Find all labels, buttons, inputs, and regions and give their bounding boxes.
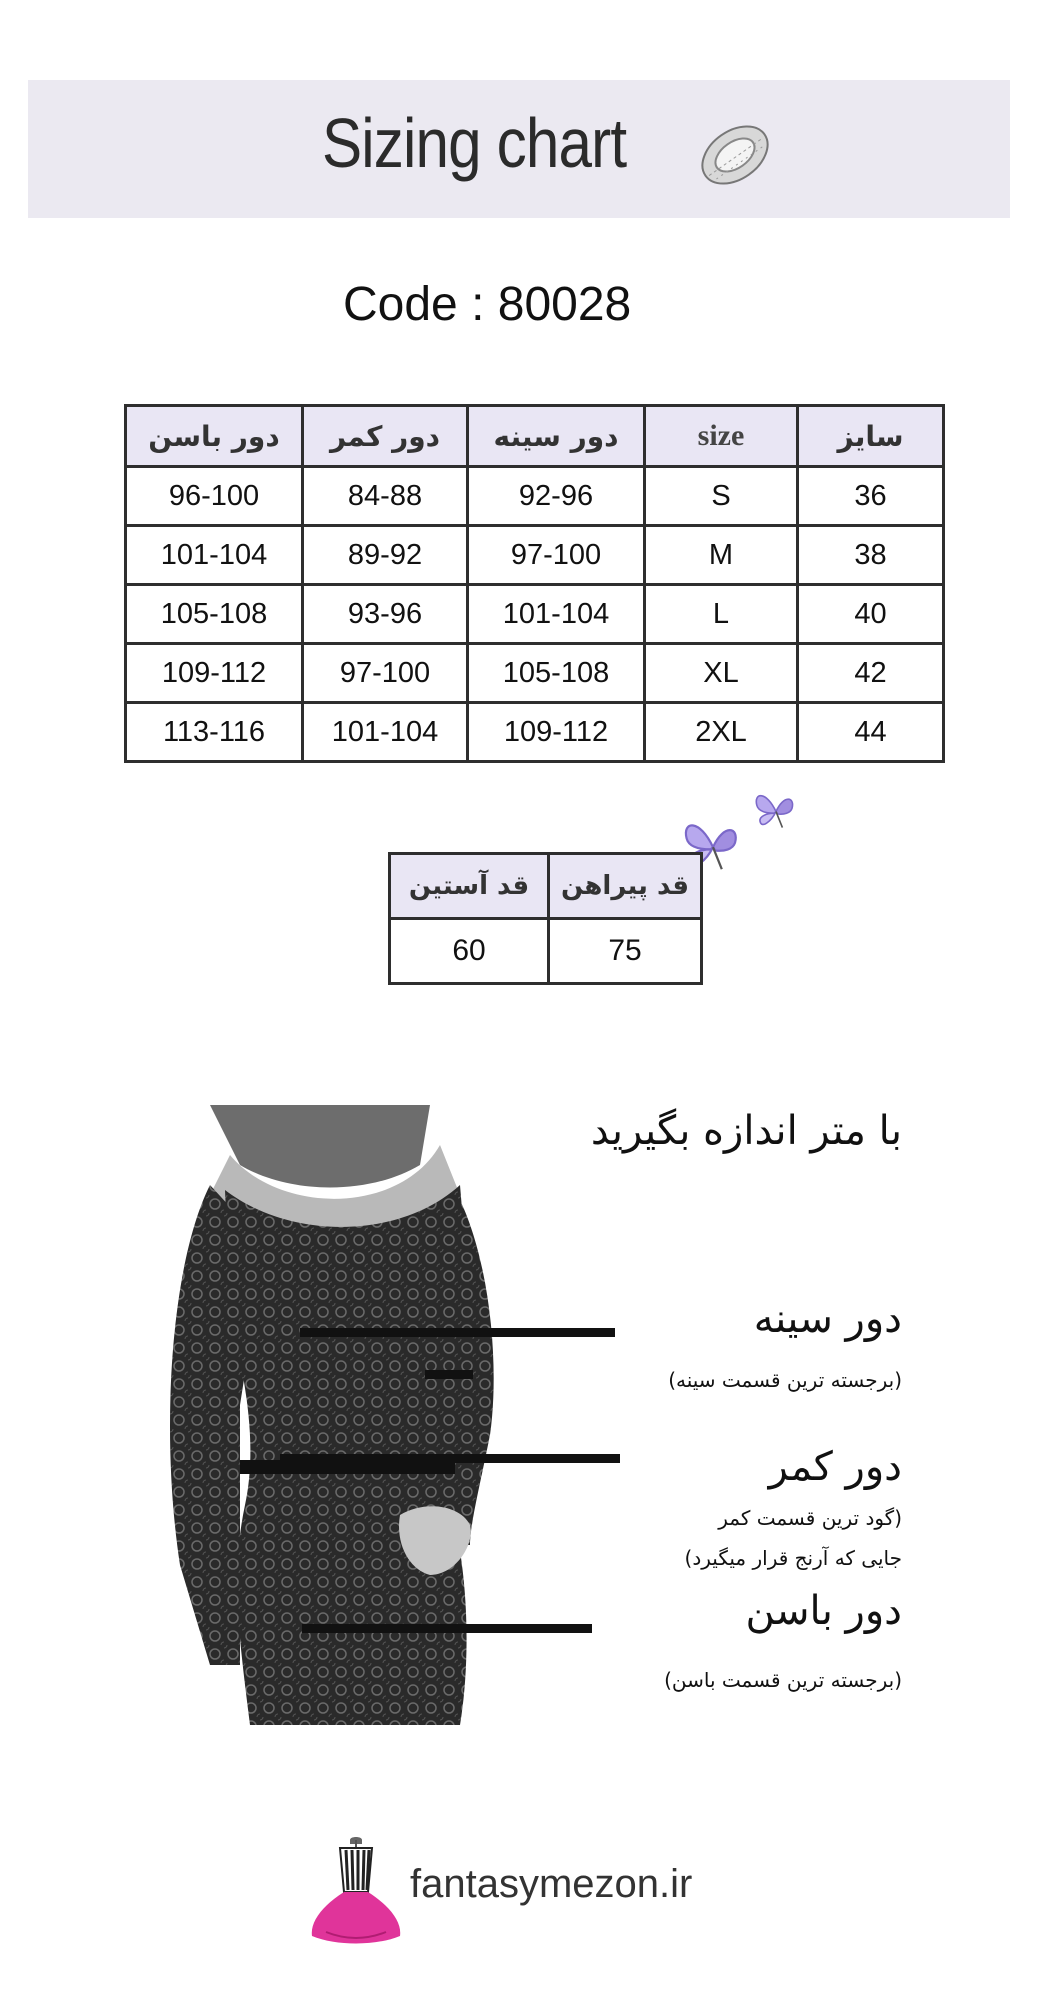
table-row <box>126 585 944 644</box>
cell-sleeve-length: 60 <box>390 919 549 984</box>
cell-bust: 105-108 <box>468 644 645 703</box>
bust-title: دور سینه <box>753 1296 902 1342</box>
product-code: Code : 80028 <box>343 278 632 331</box>
header-waist: دور کمر <box>303 406 468 467</box>
cell-size-fa: 38 <box>798 526 944 585</box>
cell-bust: 109-112 <box>468 703 645 762</box>
measuring-tape-icon <box>692 112 778 198</box>
bust-measure-line <box>300 1328 615 1337</box>
waist-title: دور کمر <box>768 1444 902 1490</box>
cell-waist: 84-88 <box>303 467 468 526</box>
cell-hip: 105-108 <box>126 585 303 644</box>
cell-size-en: L <box>645 585 798 644</box>
cell-bust: 101-104 <box>468 585 645 644</box>
header-size-en: size <box>645 406 798 467</box>
cell-dress-length: 75 <box>549 919 702 984</box>
waist-note-line1: (گود ترین قسمت کمر <box>718 1506 902 1530</box>
hip-title: دور باسن <box>745 1588 902 1634</box>
cell-waist: 93-96 <box>303 585 468 644</box>
bust-tick-mark <box>425 1370 473 1379</box>
table-row <box>126 644 944 703</box>
guide-title: با متر اندازه بگیرید <box>590 1108 902 1154</box>
cell-waist: 97-100 <box>303 644 468 703</box>
cell-hip: 101-104 <box>126 526 303 585</box>
bust-note: (برجسته ترین قسمت سینه) <box>668 1368 902 1392</box>
cell-hip: 109-112 <box>126 644 303 703</box>
cell-hip: 96-100 <box>126 467 303 526</box>
header-hip: دور باسن <box>126 406 303 467</box>
page-title: Sizing chart <box>322 104 627 182</box>
header-bust: دور سینه <box>468 406 645 467</box>
table-row <box>126 526 944 585</box>
cell-bust: 92-96 <box>468 467 645 526</box>
cell-hip: 113-116 <box>126 703 303 762</box>
header-dress-length: قد پیراهن <box>549 854 702 919</box>
dress-logo-icon <box>306 1836 406 1946</box>
size-table-header-row <box>126 406 944 467</box>
header-sleeve-length: قد آستین <box>390 854 549 919</box>
length-table-header-row <box>390 854 702 919</box>
cell-size-fa: 40 <box>798 585 944 644</box>
table-row <box>126 703 944 762</box>
cell-waist: 89-92 <box>303 526 468 585</box>
cell-size-en: M <box>645 526 798 585</box>
table-row <box>126 467 944 526</box>
site-url[interactable]: fantasymezon.ir <box>410 1862 693 1906</box>
header-size-fa: سایز <box>798 406 944 467</box>
table-row <box>390 919 702 984</box>
cell-size-fa: 42 <box>798 644 944 703</box>
length-table <box>388 852 703 985</box>
waist-measure-line <box>280 1454 620 1463</box>
cell-bust: 97-100 <box>468 526 645 585</box>
waist-note-line2: جایی که آرنج قرار میگیرد) <box>684 1546 902 1570</box>
size-table <box>124 404 945 763</box>
butterfly-icon <box>752 786 800 834</box>
cell-size-en: S <box>645 467 798 526</box>
hip-measure-line <box>302 1624 592 1633</box>
cell-size-fa: 36 <box>798 467 944 526</box>
cell-size-fa: 44 <box>798 703 944 762</box>
hip-note: (برجسته ترین قسمت باسن) <box>664 1668 902 1692</box>
cell-size-en: XL <box>645 644 798 703</box>
cell-waist: 101-104 <box>303 703 468 762</box>
cell-size-en: 2XL <box>645 703 798 762</box>
